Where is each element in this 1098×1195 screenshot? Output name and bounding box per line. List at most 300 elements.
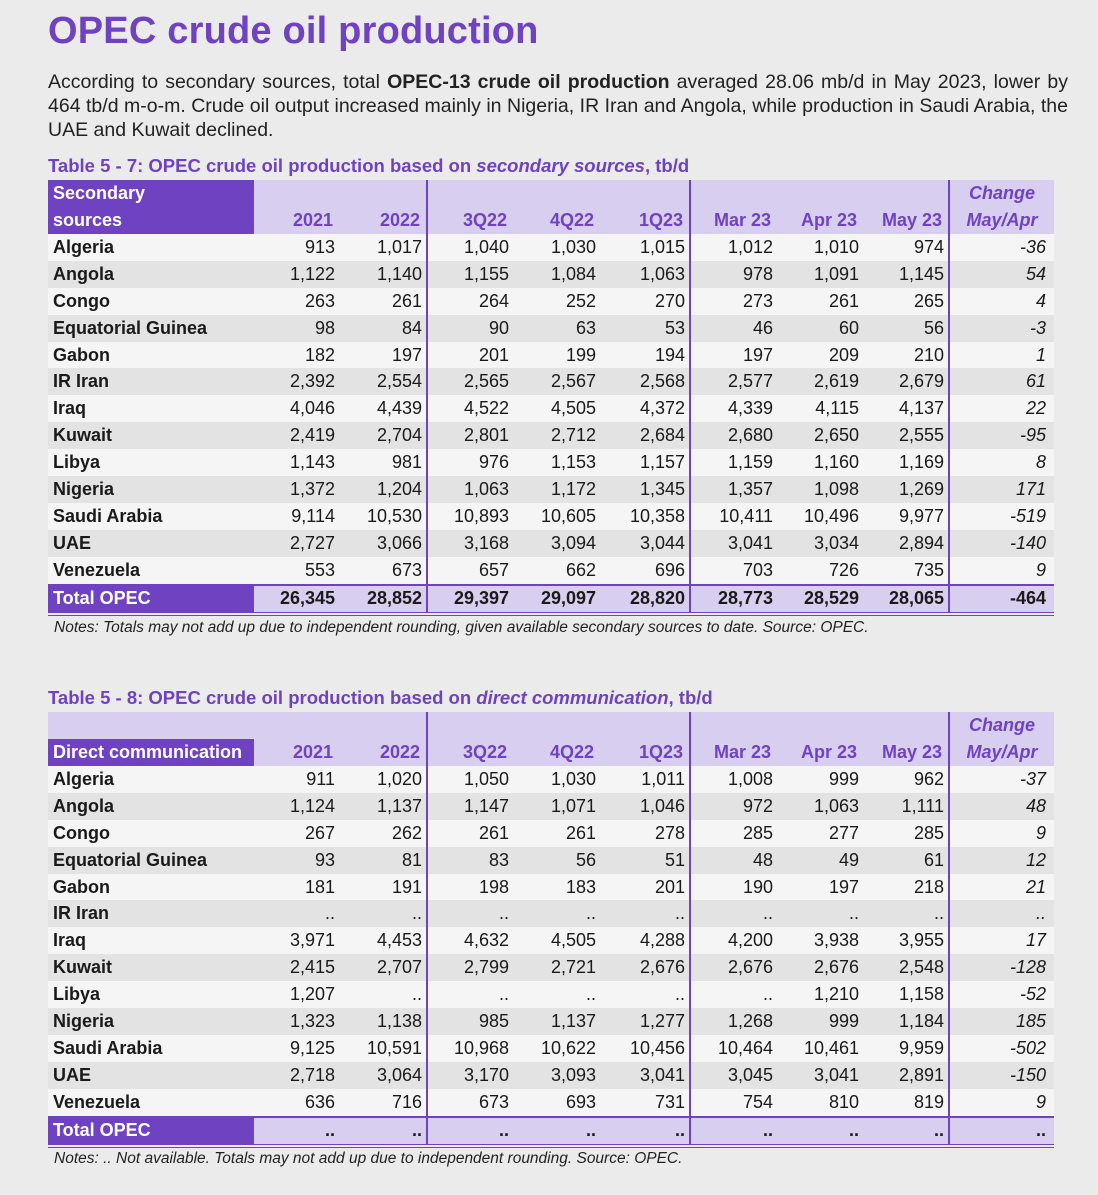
table2-cell: 999 — [777, 766, 863, 793]
table2-change-cell: -150 — [949, 1062, 1054, 1089]
table2-cell: 985 — [427, 1008, 513, 1035]
table2-cell: 1,184 — [863, 1008, 949, 1035]
table2-cell: 2,676 — [600, 954, 690, 981]
table1-table-row — [48, 422, 1054, 449]
table2-cell: .. — [600, 900, 690, 927]
table1-cell: 4,046 — [254, 395, 339, 422]
table1-caption — [48, 155, 689, 177]
table1-cell: 2,712 — [513, 422, 600, 449]
table2-total-row — [48, 1117, 1054, 1146]
table1-note: Notes: Totals may not add up due to independent rounding, given available secondary sources to date. Source: OPEC. — [54, 619, 869, 636]
table1-cell: 1,159 — [690, 449, 777, 476]
table2-note: Notes: .. Not available. Totals may not add up due to independent rounding. Source: OPEC. — [54, 1150, 683, 1167]
table1-cell: 913 — [254, 234, 339, 261]
table2-change-cell: 17 — [949, 927, 1054, 954]
table1-cell: 197 — [690, 342, 777, 369]
table1-row-label: Algeria — [48, 234, 254, 261]
table1-cell: 2,392 — [254, 368, 339, 395]
table2-cell: .. — [513, 981, 600, 1008]
table1-caption-post: , tb/d — [644, 155, 690, 176]
table2-cell: 1,020 — [339, 766, 427, 793]
table2-col-header: 2021 — [254, 739, 339, 766]
table1-table-row — [48, 234, 1054, 261]
table2-cell: 4,200 — [690, 927, 777, 954]
table2-table-row — [48, 766, 1054, 793]
table2-cell: 2,415 — [254, 954, 339, 981]
table1-table-row — [48, 288, 1054, 315]
table1-cell: 2,727 — [254, 530, 339, 557]
table2-cell: 183 — [513, 874, 600, 901]
table1-cell: 84 — [339, 315, 427, 342]
table1-corner-bottom: sources — [48, 207, 254, 234]
table2-cell: 56 — [513, 847, 600, 874]
table1-col-header: 1Q23 — [600, 207, 690, 234]
table1-change-cell: 54 — [949, 261, 1054, 288]
table2-cell: 819 — [863, 1089, 949, 1117]
table1-cell: 1,091 — [777, 261, 863, 288]
table1-cell: 673 — [339, 557, 427, 585]
table2-cell: .. — [339, 981, 427, 1008]
table1-cell: 2,619 — [777, 368, 863, 395]
table2-cell: 48 — [690, 847, 777, 874]
table2-total-cell: .. — [427, 1117, 513, 1146]
table1-cell: 1,345 — [600, 476, 690, 503]
table2-cell: 673 — [427, 1089, 513, 1117]
table1-cell: 726 — [777, 557, 863, 585]
table2-table-row — [48, 793, 1054, 820]
table2-cell: .. — [777, 900, 863, 927]
table2-change-header-bottom: May/Apr — [949, 739, 1054, 766]
table2-row-label: Libya — [48, 981, 254, 1008]
table2-cell: 2,676 — [690, 954, 777, 981]
table1-cell: 1,015 — [600, 234, 690, 261]
table2-cell: 10,968 — [427, 1035, 513, 1062]
table2-total-cell: .. — [777, 1117, 863, 1146]
table1-row-label: UAE — [48, 530, 254, 557]
table2-cell: 190 — [690, 874, 777, 901]
table1-header-row-2 — [48, 207, 1054, 234]
table1-cell: 978 — [690, 261, 777, 288]
table1-cell: 981 — [339, 449, 427, 476]
table2-cell: 1,071 — [513, 793, 600, 820]
table1-cell: 4,339 — [690, 395, 777, 422]
table2-cell: 191 — [339, 874, 427, 901]
table1-cell: 696 — [600, 557, 690, 585]
table1-cell: 662 — [513, 557, 600, 585]
table1-cell: 252 — [513, 288, 600, 315]
intro-text-bold: OPEC-13 crude oil production — [387, 71, 670, 93]
table2-cell: 261 — [513, 820, 600, 847]
table1-cell: 9,977 — [863, 503, 949, 530]
table1-table-row — [48, 503, 1054, 530]
table1-cell: 270 — [600, 288, 690, 315]
table2-row-label: Angola — [48, 793, 254, 820]
table1-cell: 210 — [863, 342, 949, 369]
table1-cell: 1,012 — [690, 234, 777, 261]
table2-cell: 2,721 — [513, 954, 600, 981]
table2-cell: 267 — [254, 820, 339, 847]
table2-cell: 1,050 — [427, 766, 513, 793]
table2-total-cell: .. — [513, 1117, 600, 1146]
table2-cell: 2,676 — [777, 954, 863, 981]
intro-text-1: According to secondary sources, total — [48, 71, 388, 93]
table1-cell: 10,358 — [600, 503, 690, 530]
table1-cell: 53 — [600, 315, 690, 342]
table2-cell: 2,799 — [427, 954, 513, 981]
table1-col-header: 3Q22 — [427, 207, 513, 234]
table2-cell: 1,063 — [777, 793, 863, 820]
table2-cell: 10,456 — [600, 1035, 690, 1062]
table1-cell: 261 — [339, 288, 427, 315]
table1-change-cell: 22 — [949, 395, 1054, 422]
table1-total-cell: 29,397 — [427, 585, 513, 614]
table1-cell: 2,565 — [427, 368, 513, 395]
table1-cell: 197 — [339, 342, 427, 369]
table2-cell: 1,207 — [254, 981, 339, 1008]
table1-cell: 273 — [690, 288, 777, 315]
table2-cell: 277 — [777, 820, 863, 847]
table1-header-blank — [513, 180, 600, 207]
table2-total-cell: .. — [600, 1117, 690, 1146]
table1-cell: 2,555 — [863, 422, 949, 449]
table2-cell: 972 — [690, 793, 777, 820]
table2-cell: .. — [339, 900, 427, 927]
table2-change-cell: 9 — [949, 1089, 1054, 1117]
table2-col-header: Apr 23 — [777, 739, 863, 766]
table2-cell: 1,277 — [600, 1008, 690, 1035]
table2-table-row — [48, 1035, 1054, 1062]
table1-cell: 2,684 — [600, 422, 690, 449]
table1-change-header-bottom: May/Apr — [949, 207, 1054, 234]
table1-col-header: May 23 — [863, 207, 949, 234]
table2-cell: .. — [513, 900, 600, 927]
table1-cell: 735 — [863, 557, 949, 585]
table2-caption — [48, 687, 713, 709]
table1-change-cell: 4 — [949, 288, 1054, 315]
table1-col-header: Apr 23 — [777, 207, 863, 234]
table2-col-header: 4Q22 — [513, 739, 600, 766]
table1-change-cell: -519 — [949, 503, 1054, 530]
table2-header-blank — [863, 712, 949, 739]
table1-header-blank — [339, 180, 427, 207]
table1-cell: 1,122 — [254, 261, 339, 288]
table1-header-blank — [777, 180, 863, 207]
table1-cell: 261 — [777, 288, 863, 315]
table1-cell: 3,066 — [339, 530, 427, 557]
table2-cell: 49 — [777, 847, 863, 874]
table1-total-cell: 29,097 — [513, 585, 600, 614]
table2-change-cell: 185 — [949, 1008, 1054, 1035]
table2-table-row — [48, 1062, 1054, 1089]
table1-cell: 9,114 — [254, 503, 339, 530]
table2-cell: 278 — [600, 820, 690, 847]
table2-cell: 962 — [863, 766, 949, 793]
table1-cell: 1,098 — [777, 476, 863, 503]
table2-header-row-2 — [48, 739, 1054, 766]
table2-change-cell: -37 — [949, 766, 1054, 793]
table1-cell: 2,419 — [254, 422, 339, 449]
table2-header-row-1 — [48, 712, 1054, 739]
table1-total-cell: 28,529 — [777, 585, 863, 614]
table2-row-label: Kuwait — [48, 954, 254, 981]
table1-cell: 1,372 — [254, 476, 339, 503]
table1-header-blank — [427, 180, 513, 207]
table1-cell: 4,372 — [600, 395, 690, 422]
table2-cell: .. — [690, 900, 777, 927]
table2-total-cell: .. — [690, 1117, 777, 1146]
table1-total-cell: 28,852 — [339, 585, 427, 614]
table2-cell: 285 — [863, 820, 949, 847]
table1-cell: 1,155 — [427, 261, 513, 288]
table2-cell: 2,718 — [254, 1062, 339, 1089]
table2-row-label: Nigeria — [48, 1008, 254, 1035]
table2-cell: 3,041 — [777, 1062, 863, 1089]
table2-corner-top — [48, 712, 254, 739]
table1-change-cell: 171 — [949, 476, 1054, 503]
intro-paragraph — [48, 70, 1068, 142]
table2-total-cell: .. — [339, 1117, 427, 1146]
table2-change-cell: 21 — [949, 874, 1054, 901]
table2-cell: 2,548 — [863, 954, 949, 981]
table1-cell: 1,357 — [690, 476, 777, 503]
table1-table-row — [48, 530, 1054, 557]
table2-cell: 61 — [863, 847, 949, 874]
table2-row-label: Iraq — [48, 927, 254, 954]
table1-cell: 1,063 — [600, 261, 690, 288]
table2-total-cell: .. — [863, 1117, 949, 1146]
table1-cell: 10,530 — [339, 503, 427, 530]
table2-cell: 3,938 — [777, 927, 863, 954]
table1-cell: 657 — [427, 557, 513, 585]
table2-cell: 1,323 — [254, 1008, 339, 1035]
table2-cell: 9,959 — [863, 1035, 949, 1062]
table2-cell: 754 — [690, 1089, 777, 1117]
table1-cell: 976 — [427, 449, 513, 476]
table2-cell: .. — [427, 900, 513, 927]
table1-table-row — [48, 315, 1054, 342]
table2-change-cell: -502 — [949, 1035, 1054, 1062]
table1-table-row — [48, 557, 1054, 585]
table1-change-cell: -95 — [949, 422, 1054, 449]
table2-row-label: Algeria — [48, 766, 254, 793]
table2-cell: 51 — [600, 847, 690, 874]
table2-cell: .. — [600, 981, 690, 1008]
table1-cell: 10,605 — [513, 503, 600, 530]
table1-corner-top: Secondary — [48, 180, 254, 207]
table1-change-cell: -140 — [949, 530, 1054, 557]
table1-cell: 1,153 — [513, 449, 600, 476]
table2-cell: 716 — [339, 1089, 427, 1117]
table1-cell: 209 — [777, 342, 863, 369]
table2-cell: 1,268 — [690, 1008, 777, 1035]
table1-cell: 3,094 — [513, 530, 600, 557]
table1-total-cell: 28,773 — [690, 585, 777, 614]
table1-table-row — [48, 342, 1054, 369]
table1-cell: 1,157 — [600, 449, 690, 476]
table1-total-change: -464 — [949, 585, 1054, 614]
table1-cell: 182 — [254, 342, 339, 369]
table2-cell: 636 — [254, 1089, 339, 1117]
table2-change-header-top: Change — [949, 712, 1054, 739]
table2-cell: 3,093 — [513, 1062, 600, 1089]
table1-col-header: Mar 23 — [690, 207, 777, 234]
table2-col-header: 2022 — [339, 739, 427, 766]
table1-table-row — [48, 476, 1054, 503]
table-direct-communication — [48, 712, 1054, 1148]
table1-cell: 1,140 — [339, 261, 427, 288]
table2-cell: 1,147 — [427, 793, 513, 820]
table2-table-row — [48, 927, 1054, 954]
table2-cell: 262 — [339, 820, 427, 847]
table2-cell: 731 — [600, 1089, 690, 1117]
table1-table-row — [48, 261, 1054, 288]
table1-table-row — [48, 368, 1054, 395]
table2-row-label: Congo — [48, 820, 254, 847]
table-secondary-sources — [48, 180, 1054, 616]
table1-cell: 4,522 — [427, 395, 513, 422]
table2-cell: 3,955 — [863, 927, 949, 954]
table2-row-label: Saudi Arabia — [48, 1035, 254, 1062]
table2-cell: 1,158 — [863, 981, 949, 1008]
table2-total-cell: .. — [254, 1117, 339, 1146]
table2-row-label: Equatorial Guinea — [48, 847, 254, 874]
table2-caption-em: direct communication — [476, 687, 669, 708]
table1-col-header: 2022 — [339, 207, 427, 234]
table1-cell: 1,084 — [513, 261, 600, 288]
table2-cell: 10,622 — [513, 1035, 600, 1062]
table2-cell: 1,124 — [254, 793, 339, 820]
table1-header-blank — [690, 180, 777, 207]
table1-cell: 194 — [600, 342, 690, 369]
table1-cell: 3,034 — [777, 530, 863, 557]
table2-row-label: Venezuela — [48, 1089, 254, 1117]
table2-cell: 83 — [427, 847, 513, 874]
table1-header-blank — [863, 180, 949, 207]
table2-table-row — [48, 820, 1054, 847]
table2-cell: 1,011 — [600, 766, 690, 793]
intro-text-2: averaged 28.06 mb/d in May 2023, lower by 464 tb/d m-o-m. Crude oil output increased mainly in Nigeria, IR Iran and Angola, while production in Saudi Arabia, the UAE and Kuwait declined. — [48, 71, 1068, 141]
table2-col-header: Mar 23 — [690, 739, 777, 766]
table1-cell: 264 — [427, 288, 513, 315]
table1-cell: 2,680 — [690, 422, 777, 449]
table1-cell: 1,269 — [863, 476, 949, 503]
table1-row-label: Kuwait — [48, 422, 254, 449]
table1-cell: 1,010 — [777, 234, 863, 261]
table2-total-change: .. — [949, 1117, 1054, 1146]
table1-change-cell: 9 — [949, 557, 1054, 585]
table2-col-header: 3Q22 — [427, 739, 513, 766]
table1-cell: 263 — [254, 288, 339, 315]
table2-cell: .. — [427, 981, 513, 1008]
table1-cell: 1,143 — [254, 449, 339, 476]
table1-cell: 1,063 — [427, 476, 513, 503]
table2-change-cell: -52 — [949, 981, 1054, 1008]
table1-cell: 2,650 — [777, 422, 863, 449]
table2-cell: 198 — [427, 874, 513, 901]
table1-total-row — [48, 585, 1054, 614]
table2-header-blank — [513, 712, 600, 739]
table1-cell: 10,893 — [427, 503, 513, 530]
table2-cell: 1,210 — [777, 981, 863, 1008]
table1-row-label: Nigeria — [48, 476, 254, 503]
table2-change-cell: 48 — [949, 793, 1054, 820]
table1-cell: 2,568 — [600, 368, 690, 395]
table2-cell: 4,505 — [513, 927, 600, 954]
table2-table-row — [48, 847, 1054, 874]
table1-row-label: IR Iran — [48, 368, 254, 395]
table2-cell: 9,125 — [254, 1035, 339, 1062]
table2-cell: 2,707 — [339, 954, 427, 981]
table1-cell: 98 — [254, 315, 339, 342]
table1-cell: 1,030 — [513, 234, 600, 261]
table2-change-cell: 12 — [949, 847, 1054, 874]
table2-cell: 10,461 — [777, 1035, 863, 1062]
table2-col-header: May 23 — [863, 739, 949, 766]
table1-total-cell: 26,345 — [254, 585, 339, 614]
table2-cell: 3,971 — [254, 927, 339, 954]
table2-row-label: UAE — [48, 1062, 254, 1089]
table1-cell: 2,577 — [690, 368, 777, 395]
table1-total-cell: 28,065 — [863, 585, 949, 614]
table2-cell: 4,453 — [339, 927, 427, 954]
table1-cell: 1,040 — [427, 234, 513, 261]
table2-cell: 93 — [254, 847, 339, 874]
table1-change-cell: -36 — [949, 234, 1054, 261]
page-title: OPEC crude oil production — [48, 10, 539, 52]
table2-table-row — [48, 1008, 1054, 1035]
table1-cell: 1,204 — [339, 476, 427, 503]
table1-cell: 2,554 — [339, 368, 427, 395]
table2-cell: 10,591 — [339, 1035, 427, 1062]
table1-cell: 1,172 — [513, 476, 600, 503]
table1-row-label: Venezuela — [48, 557, 254, 585]
table1-caption-pre: Table 5 - 7: OPEC crude oil production based on — [48, 155, 477, 176]
table2-change-cell: .. — [949, 900, 1054, 927]
table2-cell: 3,045 — [690, 1062, 777, 1089]
table2-change-cell: -128 — [949, 954, 1054, 981]
table1-cell: 2,801 — [427, 422, 513, 449]
table2-cell: 1,137 — [513, 1008, 600, 1035]
table1-cell: 90 — [427, 315, 513, 342]
table1-change-cell: 61 — [949, 368, 1054, 395]
table1-total-label: Total OPEC — [48, 585, 254, 614]
table2-cell: 201 — [600, 874, 690, 901]
table2-cell: 1,137 — [339, 793, 427, 820]
table2-cell: 261 — [427, 820, 513, 847]
table2-cell: 10,464 — [690, 1035, 777, 1062]
table2-cell: .. — [863, 900, 949, 927]
table1-change-cell: -3 — [949, 315, 1054, 342]
table2-cell: 999 — [777, 1008, 863, 1035]
table1-change-cell: 1 — [949, 342, 1054, 369]
table1-cell: 2,679 — [863, 368, 949, 395]
table1-cell: 265 — [863, 288, 949, 315]
table2-cell: 1,030 — [513, 766, 600, 793]
table2-cell: 1,046 — [600, 793, 690, 820]
table2-cell: .. — [690, 981, 777, 1008]
table2-cell: 1,138 — [339, 1008, 427, 1035]
table2-total-label: Total OPEC — [48, 1117, 254, 1146]
table1-cell: 2,704 — [339, 422, 427, 449]
table1-row-label: Congo — [48, 288, 254, 315]
table2-cell: 3,170 — [427, 1062, 513, 1089]
table1-table-row — [48, 395, 1054, 422]
table2-table-row — [48, 954, 1054, 981]
table2-header-blank — [254, 712, 339, 739]
table2-cell: 1,111 — [863, 793, 949, 820]
table2-cell: 3,041 — [600, 1062, 690, 1089]
table2-cell: .. — [254, 900, 339, 927]
